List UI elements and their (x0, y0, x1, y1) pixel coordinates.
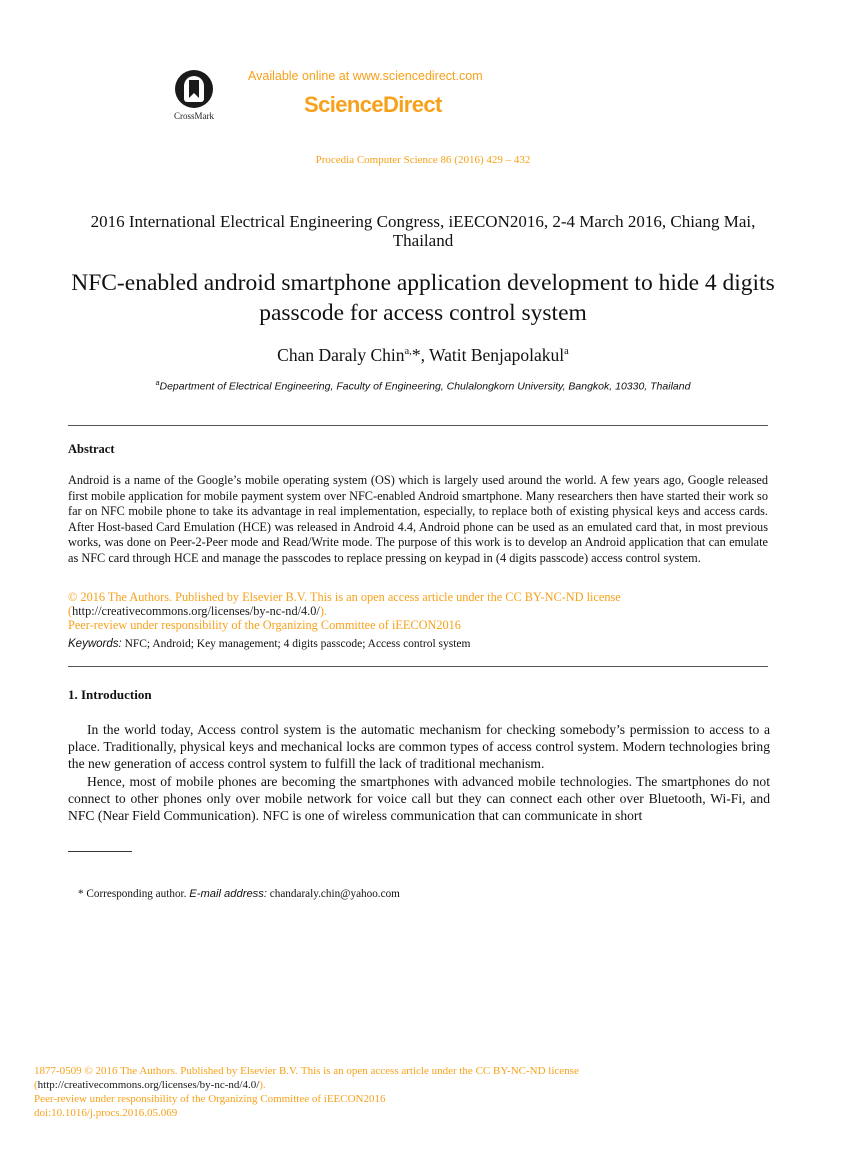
email-label: E-mail address: (189, 888, 267, 900)
crossmark-icon (175, 70, 213, 108)
copyright-line: © 2016 The Authors. Published by Elsevier B.V. This is an open access article under the CC BY-NC-ND license (68, 590, 621, 604)
available-online-link[interactable]: Available online at www.sciencedirect.com (248, 69, 483, 83)
keywords-line (68, 638, 470, 650)
email-address[interactable]: chandaraly.chin@yahoo.com (266, 888, 400, 900)
keywords-text: NFC; Android; Key management; 4 digits passcode; Access control system (121, 638, 471, 650)
footer-license-line: (http://creativecommons.org/licenses/by-nc-nd/4.0/). (34, 1079, 266, 1091)
affiliation (0, 380, 846, 393)
footnote-divider (68, 851, 132, 852)
conference-line: 2016 International Electrical Engineering Congress, iEECON2016, 2-4 March 2016, Chiang Mai, Thailand (90, 212, 756, 250)
author-list (0, 345, 846, 366)
author-name: Watit Benjapolakul (429, 345, 565, 365)
introduction-body (68, 721, 770, 824)
abstract-heading: Abstract (68, 442, 115, 456)
keywords-label: Keywords: (68, 638, 122, 650)
crossmark-badge[interactable] (168, 70, 220, 121)
paper-title: NFC-enabled android smartphone application development to hide 4 digits passcode for access control system (71, 270, 775, 326)
author-name: Chan Daraly Chin (277, 345, 405, 365)
divider (68, 425, 768, 426)
license-line: (http://creativecommons.org/licenses/by-nc-nd/4.0/). (68, 604, 327, 618)
crossmark-label: CrossMark (174, 111, 214, 121)
footnote-prefix: * Corresponding author. (78, 888, 190, 900)
affiliation-marker: a (155, 380, 160, 387)
footer-peer-review: Peer-review under responsibility of the Organizing Committee of iEECON2016 (34, 1093, 386, 1105)
affiliation-text: Department of Electrical Engineering, Faculty of Engineering, Chulalongkorn University, Bangkok, 10330, Thailand (159, 380, 691, 393)
footer-issn-line: 1877-0509 © 2016 The Authors. Published by Elsevier B.V. This is an open access article under the CC BY-NC-ND license (34, 1065, 579, 1077)
paragraph: Hence, most of mobile phones are becoming the smartphones with advanced mobile technologies. The smartphones do not connect to other phones only over mobile network for voice call but they can connect each other over Bluetooth, Wi-Fi, and NFC (Near Field Communication). NFC is one of wireless communication that can communicate in short (68, 773, 770, 824)
author-affil-marker: a, (404, 346, 412, 358)
copyright-block (68, 590, 621, 632)
journal-citation: Procedia Computer Science 86 (2016) 429 – 432 (315, 154, 531, 166)
paragraph: In the world today, Access control system is the automatic mechanism for checking somebody’s permission to access to a place. Traditionally, physical keys and mechanical locks are common types of access control system. Modern technologies bring the new generation of access control system to fulfill the lack of traditional mechanism. (68, 722, 770, 772)
footer-license-link[interactable]: http://creativecommons.org/licenses/by-nc-nd/4.0/ (37, 1079, 260, 1091)
author-affil-marker: a (564, 346, 569, 358)
peer-review-line: Peer-review under responsibility of the Organizing Committee of iEECON2016 (68, 618, 461, 632)
sciencedirect-logo[interactable]: ScienceDirect (304, 92, 442, 117)
section-heading: 1. Introduction (68, 687, 152, 702)
abstract-text: Android is a name of the Google’s mobile operating system (OS) which is largely used around the world. A few years ago, Google released first mobile application for mobile payment system over NFC-enabled Android smartphone. Many researchers then have started their work so far on NFC mobile phone to take its advantage in real implementation, especially, to replace both of existing physical keys and access cards. After Host-based Card Emulation (HCE) was released in Android 4.4, Android phone can be used as an emulated card that, in most previous works, was done on Peer-2-Peer mode and Read/Write mode. The purpose of this work is to develop an Android application that can emulate as NFC card through HCE and manage the passcodes to replace pressing on keypad in (4 digits passcode) access control system. (68, 473, 768, 565)
footnote (78, 888, 400, 900)
footer-doi[interactable]: doi:10.1016/j.procs.2016.05.069 (34, 1107, 178, 1119)
license-link[interactable]: http://creativecommons.org/licenses/by-nc-nd/4.0/ (72, 604, 320, 618)
corresponding-marker: *, (411, 345, 429, 365)
footer-block (34, 1064, 579, 1120)
divider (68, 666, 768, 667)
